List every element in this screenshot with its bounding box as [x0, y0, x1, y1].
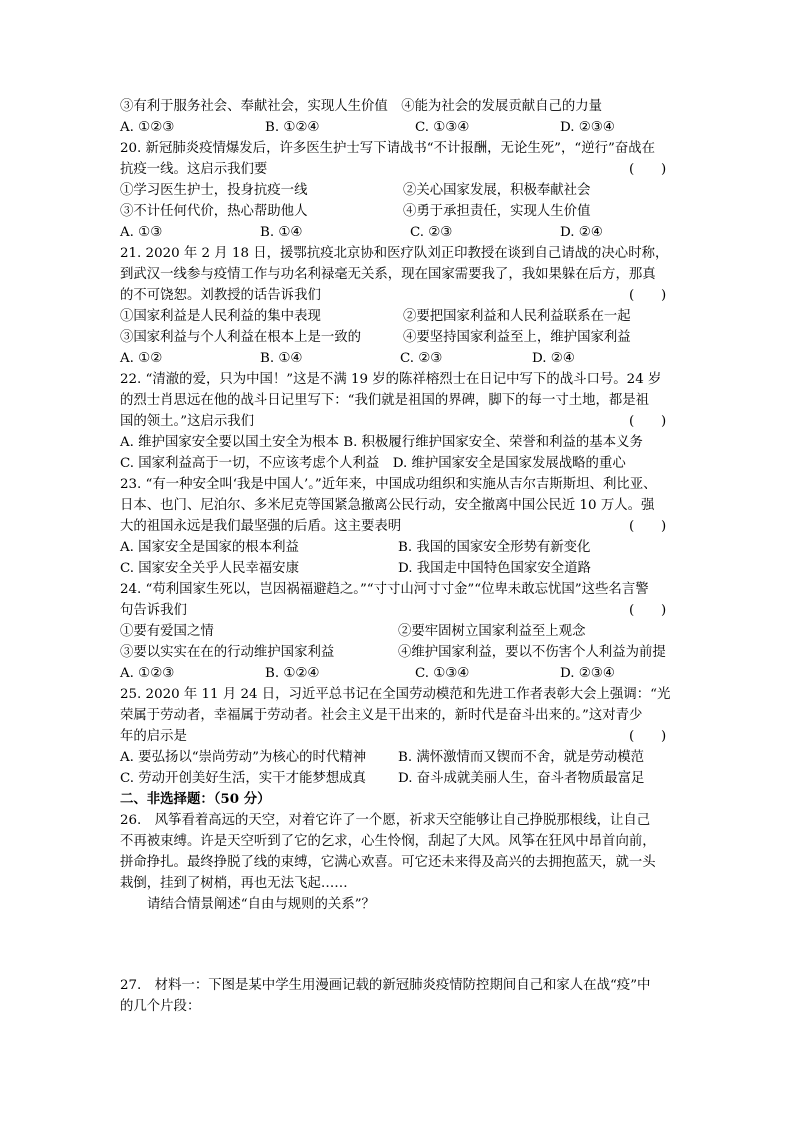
q23-stem-line-1: 23. “有一种安全叫‘我是中国人’。”近年来，中国成功组织和实施从吉尔吉斯斯坦、利比亚、 — [120, 477, 657, 492]
q23-option-b: B. 我国的国家安全形势有新变化 — [398, 540, 591, 555]
q21-options — [120, 348, 680, 369]
q23-stem-line-2: 日本、也门、尼泊尔、多米尼克等国紧急撤离公民行动，安全撤离中国公民近 10 万人。强 — [120, 498, 655, 513]
q24-stem-line-2: 句告诉我们 — [120, 603, 187, 618]
q20-options — [120, 222, 680, 243]
q21-item-3: ③国家利益与个人利益在根本上是一致的 — [120, 330, 362, 345]
q26-prompt: 请结合情景阐述“自由与规则的关系”？ — [147, 897, 375, 912]
q24-answer-bracket: ( ) — [629, 603, 667, 618]
q21-option-c: C. ②③ — [400, 351, 443, 366]
q20-item-1: ①学习医生护士，投身抗疫一线 — [120, 183, 308, 198]
q20-stem-line-1: 20. 新冠肺炎疫情爆发后，许多医生护士写下请战书“不计报酬，无论生死”，“逆行”奋战在 — [120, 141, 655, 156]
q21-item-2: ②要把国家利益和人民利益联系在一起 — [403, 309, 631, 324]
q24-item-4: ④维护国家利益，要以不伤害个人利益为前提 — [398, 645, 666, 660]
q19-option-b: B. ①②④ — [265, 120, 320, 135]
q24-option-d: D. ②③④ — [560, 666, 615, 681]
q25-answer-bracket: ( ) — [629, 729, 667, 744]
q19-option-d: D. ②③④ — [560, 120, 615, 135]
q26-text-line-2: 不再被束缚。许是天空听到了它的乞求，心生怜悯，刮起了大风。风筝在狂风中昂首向前， — [120, 834, 656, 849]
q23-option-a: A. 国家安全是国家的根本利益 — [120, 540, 299, 555]
q27-text-line-1: 27. 材料一：下图是某中学生用漫画记载的新冠肺炎疫情防控期间自己和家人在战“疫”中 — [120, 978, 651, 993]
q25-option-c: C. 劳动开创美好生活，实干才能梦想成真 — [120, 771, 366, 786]
q20-option-b: B. ①④ — [260, 225, 303, 240]
q20-option-c: C. ②③ — [410, 225, 453, 240]
q22-stem-line-2: 的烈士肖思远在他的战斗日记里写下：“我们就是祖国的界碑，脚下的每一寸土地，都是祖 — [120, 393, 650, 408]
q22-stem-line-3: 国的领土。”这启示我们 — [120, 414, 255, 429]
q21-item-1: ①国家利益是人民利益的集中表现 — [120, 309, 321, 324]
q24-options — [120, 663, 680, 684]
q25-option-d: D. 奋斗成就美丽人生，奋斗者物质最富足 — [398, 771, 645, 786]
q20-stem-line-2: 抗疫一线。这启示我们要 — [120, 162, 268, 177]
q21-stem-line-1: 21. 2020 年 2 月 18 日，援鄂抗疫北京协和医疗队刘正印教授在谈到自己请战的决心时称， — [120, 246, 669, 261]
q25-stem-line-3: 年的启示是 — [120, 729, 187, 744]
q20-answer-bracket: ( ) — [629, 162, 667, 177]
q24-item-1: ①要有爱国之情 — [120, 624, 214, 639]
q26-text-line-4: 栽倒，挂到了树梢，再也无法飞起…… — [120, 876, 348, 891]
q22-options-cd: C. 国家利益高于一切，不应该考虑个人利益 D. 维护国家安全是国家发展战略的重心 — [120, 456, 626, 471]
q23-option-c: C. 国家安全关乎人民幸福安康 — [120, 561, 299, 576]
q24-stem-line-1: 24. “苟利国家生死以，岂因祸福避趋之。”“寸寸山河寸寸金”“位卑未敢忘忧国”这些名言警 — [120, 582, 649, 597]
q24-item-2: ②要牢固树立国家利益至上观念 — [398, 624, 586, 639]
q20-item-2: ②关心国家发展，积极奉献社会 — [403, 183, 591, 198]
q21-stem-line-2: 到武汉一线参与疫情工作与功名利禄毫无关系，现在国家需要我了，我如果躲在后方，那真 — [120, 267, 656, 282]
q21-answer-bracket: ( ) — [629, 288, 667, 303]
q19-options — [120, 117, 680, 138]
q25-stem-line-2: 荣属于劳动者，幸福属于劳动者。社会主义是干出来的，新时代是奋斗出来的。”这对青少 — [120, 708, 643, 723]
q25-stem-line-1: 25. 2020 年 11 月 24 日，习近平总书记在全国劳动模范和先进工作者表彰大会上强调：“光 — [120, 687, 671, 702]
q20-item-3: ③不计任何代价，热心帮助他人 — [120, 204, 308, 219]
q23-option-d: D. 我国走中国特色国家安全道路 — [398, 561, 591, 576]
q19-option-c: C. ①③④ — [415, 120, 470, 135]
q22-stem-line-1: 22. “清澈的爱，只为中国！”这是不满 19 岁的陈祥榕烈士在日记中写下的战斗口号。24 岁 — [120, 372, 662, 387]
q21-option-d: D. ②④ — [532, 351, 575, 366]
q24-item-3: ③要以实实在在的行动维护国家利益 — [120, 645, 335, 660]
q23-stem-line-3: 大的祖国永远是我们最坚强的后盾。这主要表明 — [120, 519, 402, 534]
q25-option-b: B. 满怀激情而又锲而不舍，就是劳动模范 — [398, 750, 644, 765]
q24-option-c: C. ①③④ — [415, 666, 470, 681]
q20-item-4: ④勇于承担责任，实现人生价值 — [403, 204, 591, 219]
q20-option-a: A. ①③ — [120, 225, 163, 240]
q25-option-a: A. 要弘扬以“崇尚劳动”为核心的时代精神 — [120, 750, 367, 765]
section-heading: 二、非选择题：（50 分） — [120, 791, 271, 807]
q19-items-line: ③有利于服务社会、奉献社会，实现人生价值 ④能为社会的发展贡献自己的力量 — [120, 99, 603, 114]
q26-text-line-1: 26. 风筝看着高远的天空，对着它许了一个愿，祈求天空能够让自己挣脱那根线，让自己 — [120, 813, 651, 828]
q22-options-ab: A. 维护国家安全要以国土安全为根本 B. 积极履行维护国家安全、荣誉和利益的基本义务 — [120, 435, 643, 450]
q26-text-line-3: 拼命挣扎。最终挣脱了线的束缚，它满心欢喜。可它还未来得及高兴的去拥抱蓝天，就一头 — [120, 855, 656, 870]
q27-text-line-2: 的几个片段： — [120, 999, 201, 1014]
q19-option-a: A. ①②③ — [120, 120, 175, 135]
q21-option-b: B. ①④ — [260, 351, 303, 366]
q23-answer-bracket: ( ) — [629, 519, 667, 534]
q20-option-d: D. ②④ — [560, 225, 603, 240]
q24-option-a: A. ①②③ — [120, 666, 175, 681]
q21-stem-line-3: 的不可饶恕。刘教授的话告诉我们 — [120, 288, 321, 303]
q24-option-b: B. ①②④ — [265, 666, 320, 681]
q22-answer-bracket: ( ) — [629, 414, 667, 429]
q21-option-a: A. ①② — [120, 351, 163, 366]
q21-item-4: ④要坚持国家利益至上，维护国家利益 — [403, 330, 631, 345]
